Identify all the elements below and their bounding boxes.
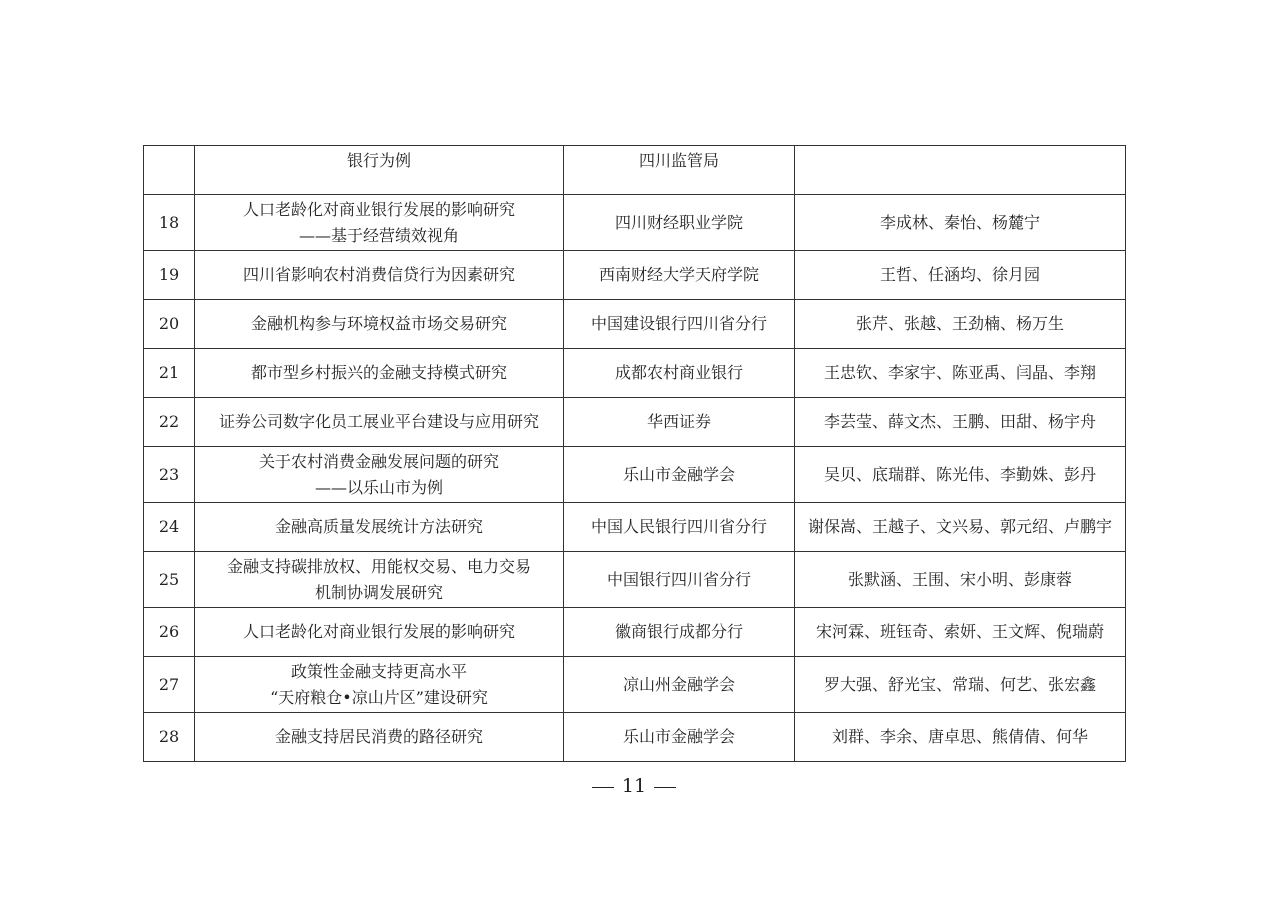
title-cell (195, 195, 564, 251)
organization-cell: 凉山州金融学会 (564, 657, 795, 713)
title-line-2: ——以乐山市为例 (314, 477, 443, 497)
table-row (144, 447, 1126, 503)
title-cell (195, 251, 564, 300)
title-line-2: ——基于经营绩效视角 (298, 225, 459, 245)
title-cell (195, 503, 564, 552)
title-line-1: 证券公司数字化员工展业平台建设与应用研究 (218, 412, 539, 431)
title-cell (195, 713, 564, 762)
title-line-2: 机制协调发展研究 (314, 582, 443, 602)
organization-cell: 华西证券 (564, 398, 795, 447)
table-row (144, 251, 1126, 300)
title-cell (195, 300, 564, 349)
title-line-1: 人口老龄化对商业银行发展的影响研究 (242, 199, 515, 219)
footer-dash-left (592, 787, 614, 788)
title-cell (195, 398, 564, 447)
page-footer (0, 772, 1268, 800)
title-line-1: 都市型乡村振兴的金融支持模式研究 (250, 363, 507, 382)
authors-cell: 刘群、李余、唐卓思、熊倩倩、何华 (795, 713, 1126, 762)
table-row (144, 195, 1126, 251)
row-number-cell: 28 (144, 713, 195, 762)
awards-table (143, 145, 1126, 762)
table-row (144, 300, 1126, 349)
authors-cell: 张芹、张越、王劲楠、杨万生 (795, 300, 1126, 349)
page-number: 11 (621, 775, 647, 797)
footer-dash-right (654, 787, 676, 788)
organization-cell: 四川财经职业学院 (564, 195, 795, 251)
row-number-cell (144, 146, 195, 195)
title-line-1: 关于农村消费金融发展问题的研究 (258, 451, 499, 471)
title-cell: 银行为例 (195, 146, 564, 195)
row-number-cell: 19 (144, 251, 195, 300)
authors-cell: 王忠钦、李家宇、陈亚禹、闫晶、李翔 (795, 349, 1126, 398)
organization-cell: 中国银行四川省分行 (564, 552, 795, 608)
authors-cell: 宋河霖、班钰奇、索妍、王文辉、倪瑞蔚 (795, 608, 1126, 657)
table-row (144, 349, 1126, 398)
title-line-1: 政策性金融支持更高水平 (290, 661, 467, 681)
row-number-cell: 25 (144, 552, 195, 608)
row-number-cell: 27 (144, 657, 195, 713)
title-line-1: 金融高质量发展统计方法研究 (274, 517, 483, 536)
title-cell (195, 608, 564, 657)
row-number-cell: 22 (144, 398, 195, 447)
title-line-2: “天府粮仓•凉山片区”建设研究 (270, 687, 488, 707)
organization-cell: 成都农村商业银行 (564, 349, 795, 398)
organization-cell: 徽商银行成都分行 (564, 608, 795, 657)
title-cell (195, 657, 564, 713)
authors-cell: 李芸莹、薛文杰、王鹏、田甜、杨宇舟 (795, 398, 1126, 447)
title-line-1: 金融机构参与环境权益市场交易研究 (250, 314, 507, 333)
authors-cell: 吴贝、底瑞群、陈光伟、李勤姝、彭丹 (795, 447, 1126, 503)
authors-cell: 王哲、任涵均、徐月园 (795, 251, 1126, 300)
table-row (144, 398, 1126, 447)
row-number-cell: 23 (144, 447, 195, 503)
organization-cell: 乐山市金融学会 (564, 447, 795, 503)
organization-cell: 中国人民银行四川省分行 (564, 503, 795, 552)
organization-cell: 西南财经大学天府学院 (564, 251, 795, 300)
authors-cell: 李成林、秦怡、杨麓宁 (795, 195, 1126, 251)
row-number-cell: 18 (144, 195, 195, 251)
table-row (144, 657, 1126, 713)
row-number-cell: 20 (144, 300, 195, 349)
organization-cell: 中国建设银行四川省分行 (564, 300, 795, 349)
row-number-cell: 21 (144, 349, 195, 398)
authors-cell: 罗大强、舒光宝、常瑞、何艺、张宏鑫 (795, 657, 1126, 713)
title-cell (195, 552, 564, 608)
authors-cell: 张默涵、王围、宋小明、彭康蓉 (795, 552, 1126, 608)
authors-cell (795, 146, 1126, 195)
table-row-continued (144, 146, 1126, 195)
row-number-cell: 26 (144, 608, 195, 657)
title-line-1: 四川省影响农村消费信贷行为因素研究 (242, 265, 515, 284)
table-row (144, 713, 1126, 762)
organization-cell: 乐山市金融学会 (564, 713, 795, 762)
title-line-1: 金融支持居民消费的路径研究 (274, 727, 483, 746)
title-line-1: 人口老龄化对商业银行发展的影响研究 (242, 622, 515, 641)
title-cell (195, 349, 564, 398)
table-row (144, 552, 1126, 608)
row-number-cell: 24 (144, 503, 195, 552)
title-line-1: 金融支持碳排放权、用能权交易、电力交易 (226, 556, 531, 576)
table-row (144, 503, 1126, 552)
table-row (144, 608, 1126, 657)
authors-cell: 谢保嵩、王越子、文兴易、郭元绍、卢鹏宇 (795, 503, 1126, 552)
organization-cell: 四川监管局 (564, 146, 795, 195)
title-cell (195, 447, 564, 503)
